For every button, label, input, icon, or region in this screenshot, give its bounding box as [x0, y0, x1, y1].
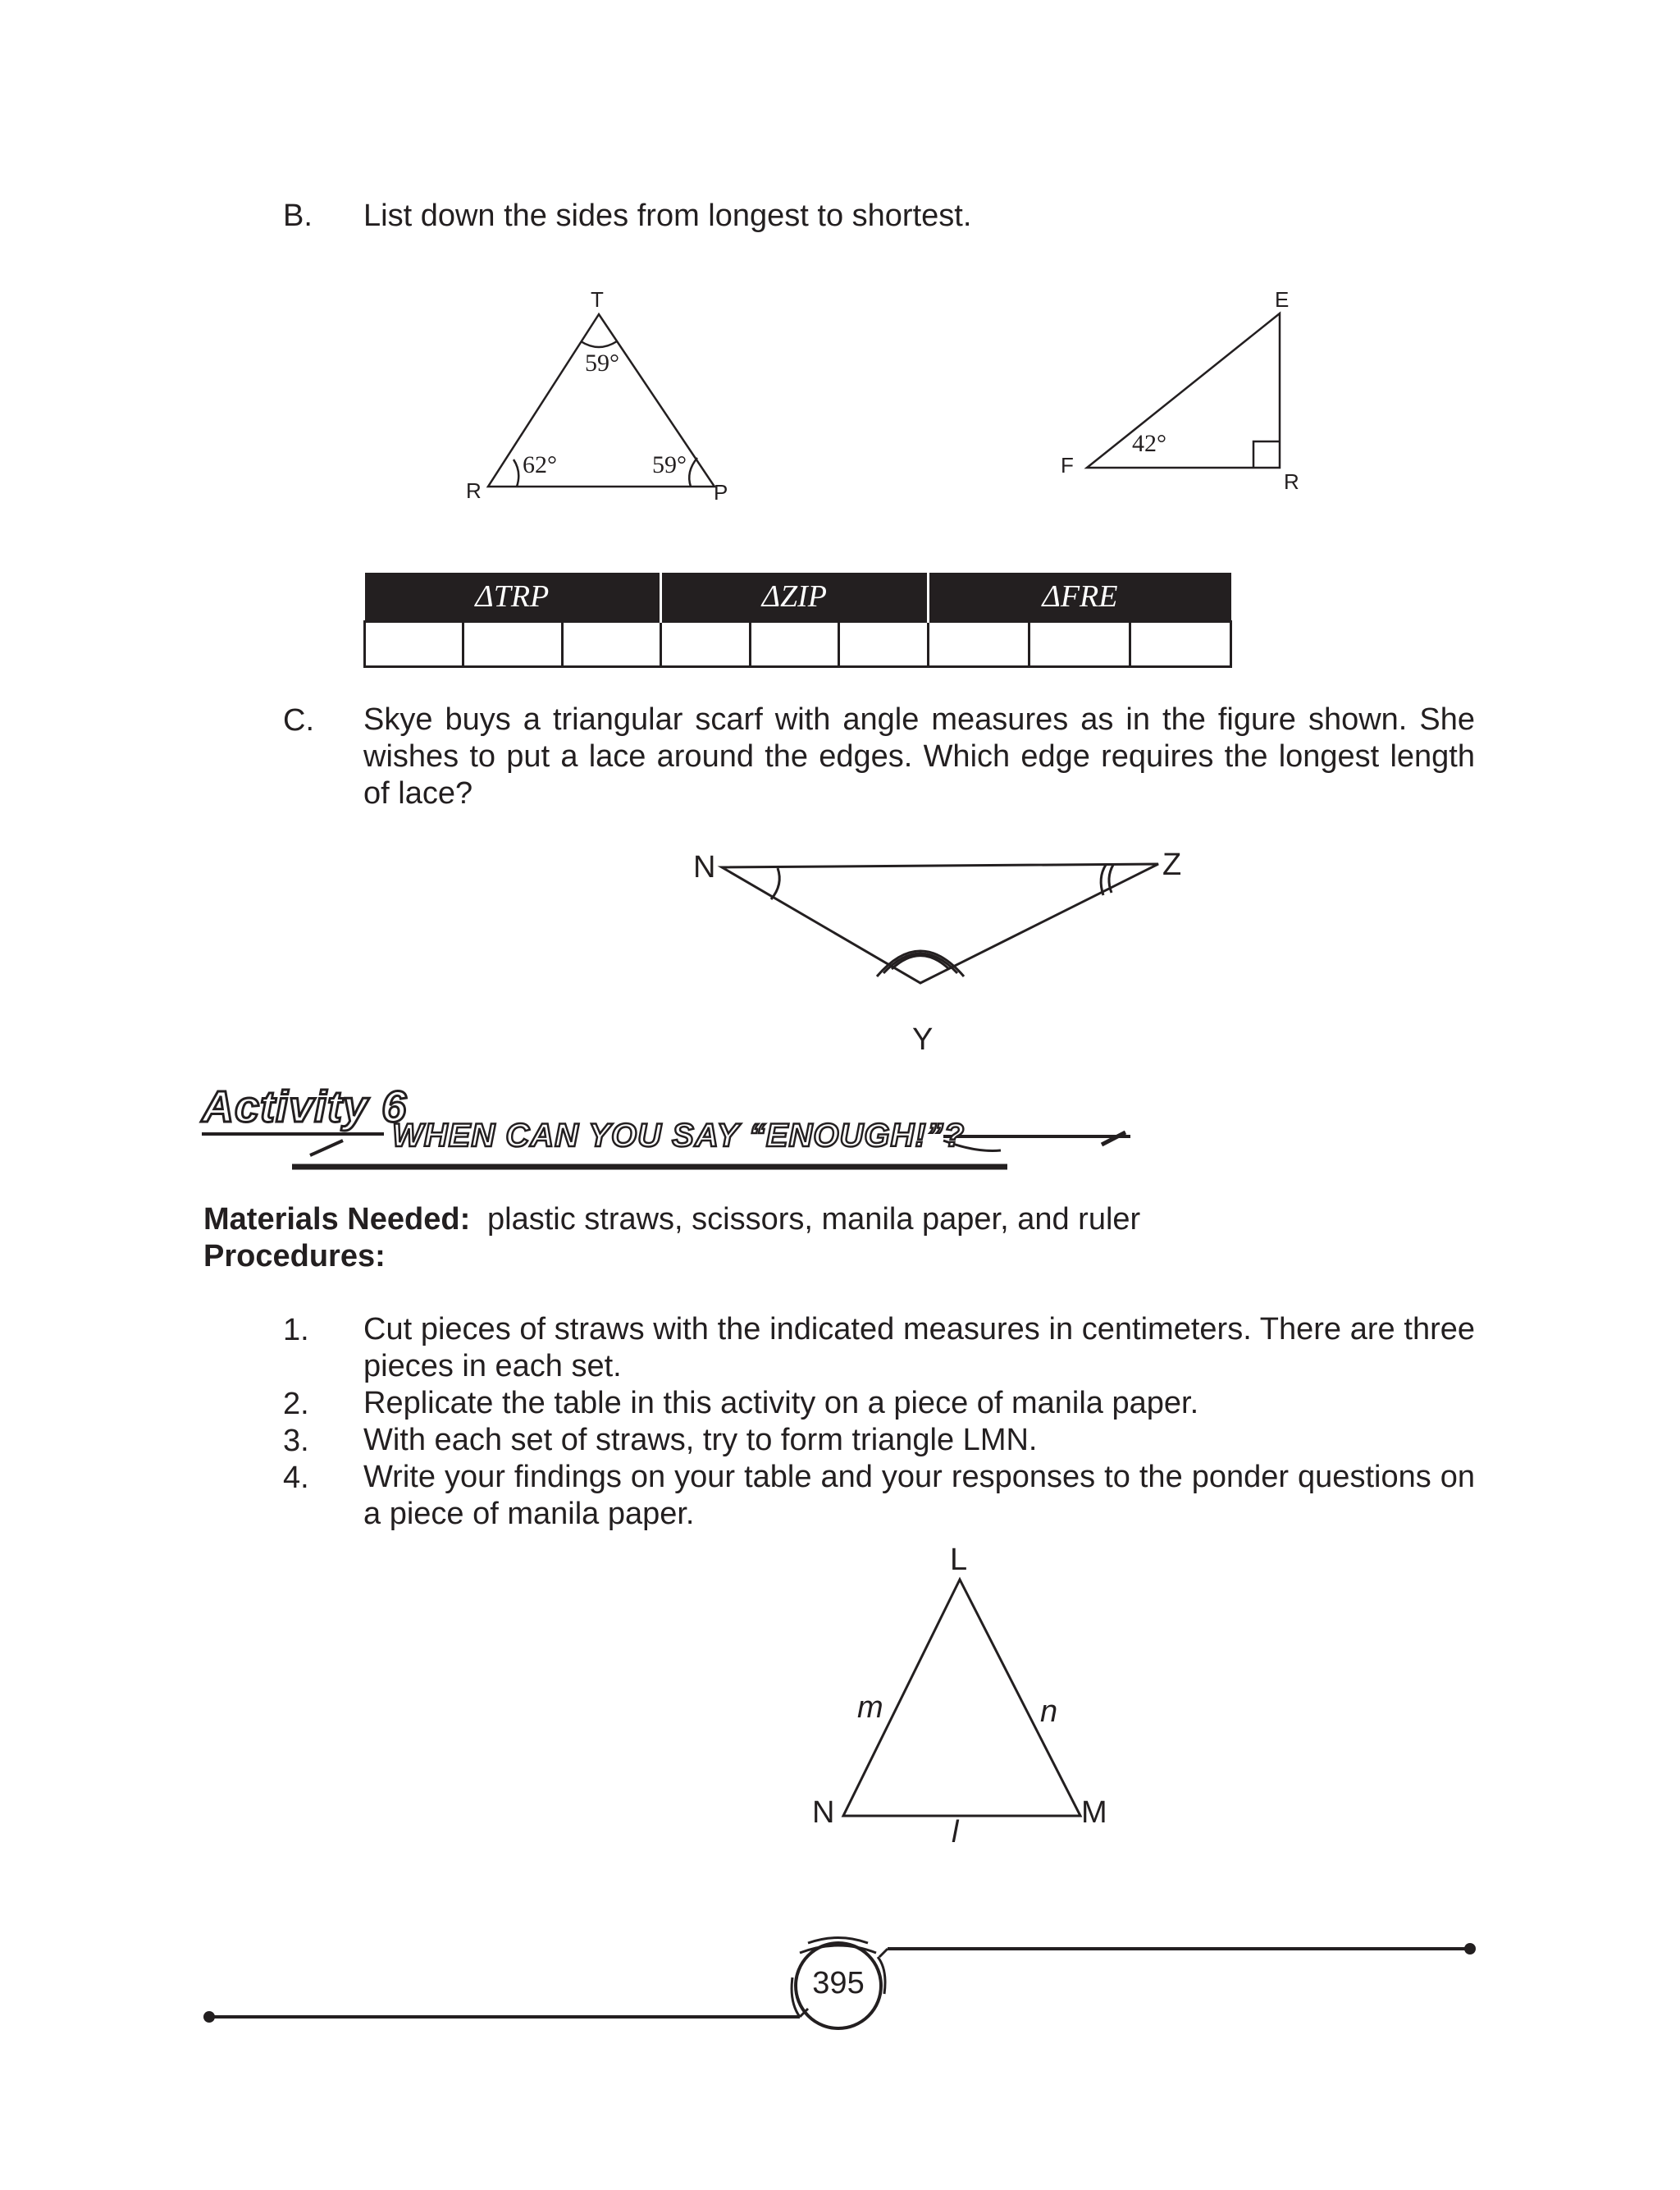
procedure-step-text: Write your findings on your table and your responses to the ponder questions on a piece of manila paper. [363, 1460, 1475, 1531]
lmn-side-m: m [857, 1690, 883, 1725]
procedure-step-text: With each set of straws, try to form triangle LMN. [363, 1423, 1038, 1457]
section-b-instruction: List down the sides from longest to shortest. [363, 199, 972, 233]
lmn-vertex-m: M [1081, 1795, 1107, 1830]
scarf-vertex-n: N [693, 850, 716, 885]
lmn-side-l: l [952, 1815, 959, 1849]
vertex-t-label: T [591, 287, 604, 312]
table-header-zip: ΔZIP [661, 573, 928, 622]
vertex-f-label: F [1061, 453, 1074, 478]
materials-list: plastic straws, scissors, manila paper, and ruler [487, 1202, 1141, 1237]
table-header-trp: ΔTRP [365, 573, 661, 622]
procedure-step-text: Cut pieces of straws with the indicated measures in centimeters. There are three pieces in each set. [363, 1312, 1475, 1383]
procedures-label: Procedures: [203, 1239, 386, 1273]
activity-subtitle: WHEN CAN YOU SAY “ENOUGH!”? [392, 1118, 966, 1154]
section-c-letter: C. [283, 703, 314, 738]
lmn-vertex-n: N [812, 1795, 835, 1830]
scarf-vertex-z: Z [1162, 848, 1182, 882]
lmn-side-n: n [1040, 1694, 1058, 1729]
section-b-letter: B. [283, 199, 313, 233]
vertex-r2-label: R [1284, 469, 1299, 494]
vertex-e-label: E [1275, 287, 1290, 312]
vertex-p-label: P [714, 480, 728, 505]
procedure-step-text: Replicate the table in this activity on a piece of manila paper. [363, 1386, 1199, 1420]
activity-title: Activity 6 [202, 1082, 408, 1132]
section-c-question: Skye buys a triangular scarf with angle measures as in the figure shown. She wishes to put a lace around the edges. Which edge requires the longest length of lace? [363, 702, 1475, 811]
angle-p-label: 59° [652, 451, 687, 478]
scarf-vertex-y: Y [912, 1022, 934, 1057]
procedure-step-number: 1. [283, 1313, 309, 1347]
page-number: 395 [812, 1966, 865, 2000]
procedure-step-number: 2. [283, 1387, 309, 1421]
materials-label: Materials Needed: [203, 1202, 471, 1237]
procedure-step-number: 3. [283, 1424, 309, 1458]
table-header-fre: ΔFRE [928, 573, 1230, 622]
procedure-step-number: 4. [283, 1461, 309, 1495]
angle-r-label: 62° [523, 451, 557, 478]
angle-t-label: 59° [585, 350, 619, 377]
lmn-vertex-l: L [950, 1543, 968, 1577]
angle-f-label: 42° [1132, 430, 1166, 457]
vertex-r-label: R [466, 478, 482, 503]
